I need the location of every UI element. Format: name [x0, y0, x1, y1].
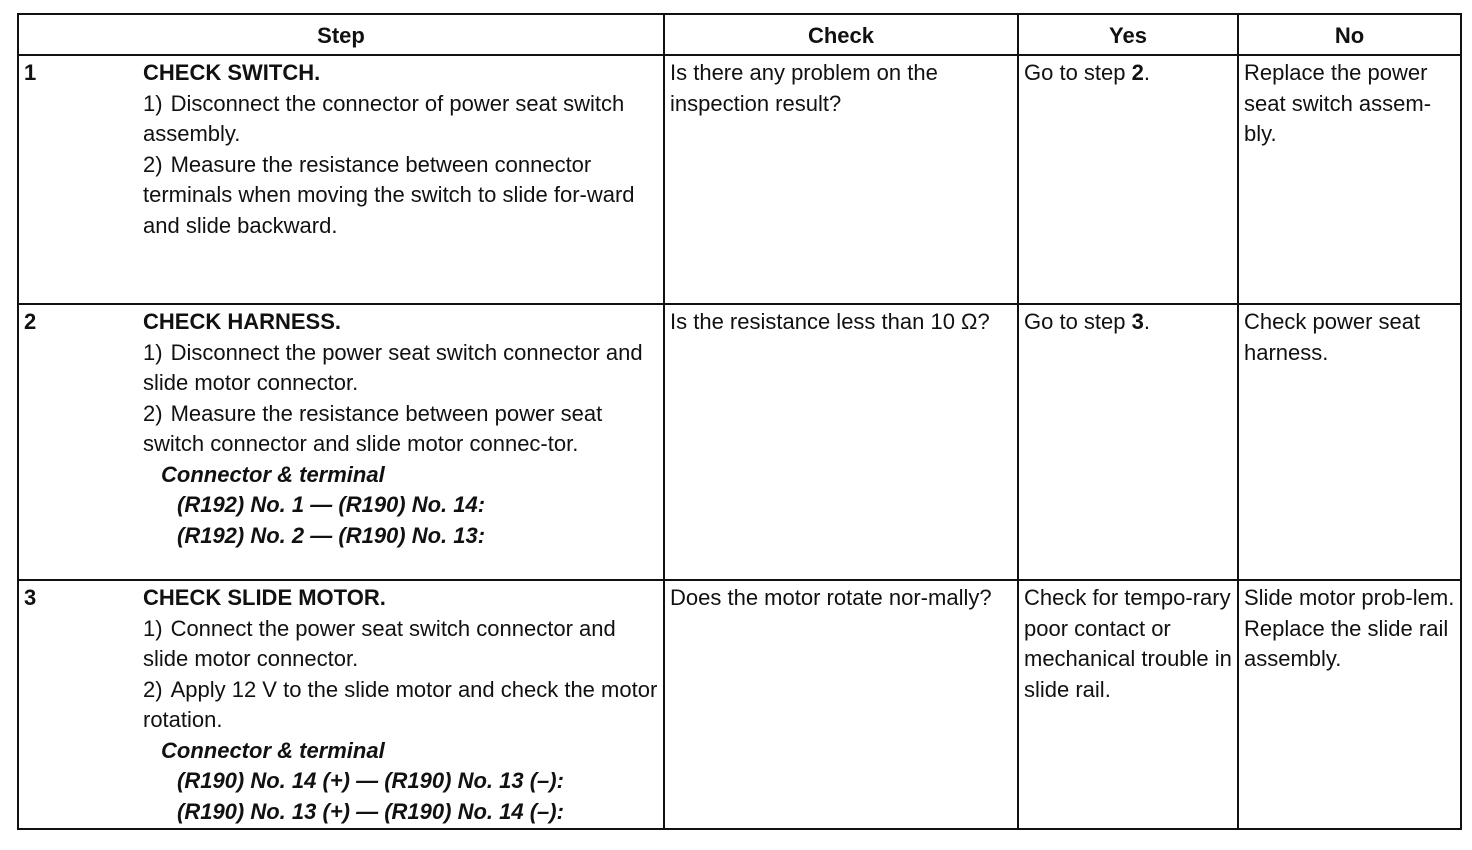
instruction-text: Connect the power seat switch connector and slide motor connector.: [143, 615, 616, 671]
connector-heading: Connector & terminal: [161, 461, 385, 487]
instruction-number: 1): [143, 90, 163, 116]
instruction-item: [143, 338, 658, 399]
table-row-step-2: [18, 304, 1461, 580]
step-content: [24, 583, 658, 827]
instruction-number: 2): [143, 676, 163, 702]
instruction-text: Disconnect the connector of power seat switch assembly.: [143, 90, 625, 146]
connector-line: (R192) No. 1 — (R190) No. 14:: [177, 492, 486, 517]
yes-prefix: Go to step: [1024, 60, 1132, 85]
step-title: CHECK HARNESS.: [143, 309, 342, 334]
step-title: CHECK SWITCH.: [143, 60, 321, 85]
step-number: 1: [24, 60, 37, 85]
connector-heading: Connector & terminal: [161, 737, 385, 763]
step-content: [24, 58, 658, 241]
yes-suffix: .: [1143, 309, 1150, 334]
header-row: [18, 14, 1461, 55]
header-no: No: [1238, 14, 1461, 55]
step-content: [24, 307, 658, 551]
no-cell: Replace the power seat switch assem-bly.: [1238, 55, 1461, 304]
table-row-step-3: [18, 580, 1461, 829]
table-row-step-1: [18, 55, 1461, 304]
step-cell: [18, 304, 664, 580]
check-cell: Is the resistance less than 10 Ω?: [664, 304, 1018, 580]
instruction-text: Apply 12 V to the slide motor and check the motor rotation.: [143, 676, 658, 732]
step-body: [143, 307, 658, 551]
header-yes: Yes: [1018, 14, 1238, 55]
check-cell: Is there any problem on the inspection result?: [664, 55, 1018, 304]
instruction-text: Disconnect the power seat switch connector and slide motor connector.: [143, 339, 643, 395]
instruction-number: 1): [143, 615, 163, 641]
step-body: [143, 583, 658, 827]
yes-cell: [1018, 304, 1238, 580]
instruction-number: 2): [143, 400, 163, 426]
yes-cell: [1018, 55, 1238, 304]
instruction-text: Measure the resistance between power seat switch connector and slide motor connec-tor.: [143, 400, 603, 456]
yes-suffix: .: [1143, 60, 1150, 85]
step-title: CHECK SLIDE MOTOR.: [143, 585, 386, 610]
yes-cell: Check for tempo-rary poor contact or mechanical trouble in slide rail.: [1018, 580, 1238, 829]
no-cell: Slide motor prob-lem. Replace the slide rail assembly.: [1238, 580, 1461, 829]
step-number: 2: [24, 309, 37, 334]
yes-prefix: Go to step: [1024, 309, 1132, 334]
instruction-item: [143, 614, 658, 675]
connector-line: (R192) No. 2 — (R190) No. 13:: [177, 522, 486, 548]
header-step: Step: [18, 14, 664, 55]
header-check: Check: [664, 14, 1018, 55]
step-cell: [18, 55, 664, 304]
step-body: [143, 58, 658, 241]
diagnostic-table: [17, 13, 1462, 830]
instruction-number: 2): [143, 151, 163, 177]
instruction-item: [143, 89, 658, 150]
yes-step-number: 3: [1131, 309, 1144, 334]
step-cell: [18, 580, 664, 829]
connector-line: (R190) No. 13 (+) — (R190) No. 14 (–):: [177, 798, 564, 824]
connector-line: (R190) No. 14 (+) — (R190) No. 13 (–):: [177, 768, 564, 793]
instruction-item: [143, 399, 658, 460]
instruction-text: Measure the resistance between connector terminals when moving the switch to slide for-ward and slide backward.: [143, 151, 635, 238]
yes-step-number: 2: [1131, 60, 1144, 85]
instruction-item: [143, 150, 658, 242]
instruction-number: 1): [143, 339, 163, 365]
no-cell: Check power seat harness.: [1238, 304, 1461, 580]
check-cell: Does the motor rotate nor-mally?: [664, 580, 1018, 829]
step-number: 3: [24, 585, 37, 610]
instruction-item: [143, 675, 658, 736]
